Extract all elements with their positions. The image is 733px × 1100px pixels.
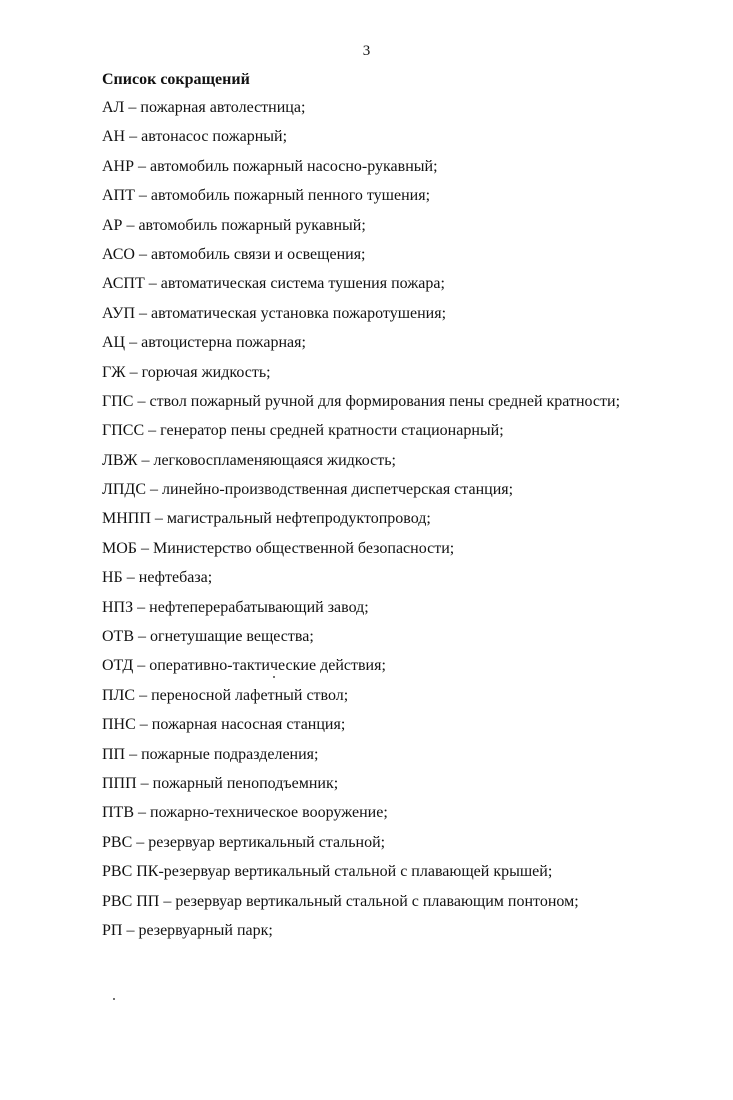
abbreviation-term: ЛВЖ (102, 451, 138, 469)
abbreviation-term: ГПСС (102, 422, 145, 440)
abbreviation-term: АЛ (102, 99, 125, 116)
abbreviation-term: ПЛС (102, 686, 136, 704)
abbreviation-term: НПЗ (102, 598, 134, 616)
page-heading: Список сокращений (102, 71, 250, 88)
abbreviation-separator: – (134, 187, 151, 205)
list-item (102, 890, 620, 919)
list-item (102, 155, 620, 184)
abbreviation-separator: – (135, 716, 152, 734)
abbreviation-definition: пожарные подразделения; (141, 745, 319, 763)
list-item (102, 625, 620, 654)
abbreviation-definition: огнетушащие вещества; (150, 628, 314, 646)
scan-speck (273, 676, 275, 678)
list-item (102, 537, 620, 566)
abbreviation-term: АН (102, 128, 126, 146)
abbreviation-definition: пожарная автолестница; (140, 99, 306, 116)
abbreviation-separator: – (136, 539, 153, 557)
abbreviation-separator: – (125, 745, 142, 763)
abbreviation-definition: автоматическая установка пожаротушения; (151, 304, 447, 322)
abbreviation-definition: генератор пены средней кратности стационарный; (160, 422, 504, 440)
abbreviation-definition: линейно-производственная диспетчерская станция; (162, 481, 514, 499)
list-item (102, 478, 620, 507)
abbreviation-separator: – (135, 304, 152, 322)
list-item (102, 801, 620, 830)
list-item (102, 184, 620, 213)
abbreviation-separator: – (134, 804, 150, 822)
list-item (102, 860, 620, 889)
list-item (102, 361, 620, 390)
list-item (102, 390, 620, 419)
abbreviation-definition: ствол пожарный ручной для формирования пены средней кратности; (149, 392, 621, 410)
abbreviation-definition: пожарно-техническое вооружение; (150, 804, 388, 822)
abbreviation-definition: автомобиль связи и освещения; (150, 245, 366, 263)
list-item (102, 654, 620, 683)
list-item (102, 919, 620, 948)
abbreviation-term: РВС (102, 833, 133, 851)
abbreviation-separator: – (132, 833, 149, 851)
abbreviation-definition: пожарный пеноподъемник; (152, 774, 339, 792)
abbreviation-term: ОТВ (102, 628, 134, 646)
abbreviation-list (102, 96, 620, 948)
abbreviation-separator: – (134, 628, 150, 646)
abbreviation-definition: автоцистерна пожарная; (141, 334, 306, 352)
abbreviation-definition: нефтебаза; (138, 569, 213, 587)
abbreviation-separator: – (125, 128, 142, 146)
abbreviation-term: АПТ (102, 187, 135, 205)
list-item (102, 272, 620, 301)
list-item (102, 214, 620, 243)
abbreviation-separator: – (133, 657, 150, 675)
abbreviation-separator: – (125, 363, 142, 381)
abbreviation-separator: - (158, 863, 164, 881)
list-item (102, 243, 620, 272)
list-item (102, 302, 620, 331)
abbreviation-separator: – (146, 481, 162, 499)
list-item (102, 566, 620, 595)
abbreviation-term: РВС ПП (102, 892, 160, 910)
abbreviation-term: ЛПДС (102, 481, 146, 499)
abbreviation-definition: автомобиль пожарный насосно-рукавный; (150, 157, 438, 175)
abbreviation-term: АЦ (102, 334, 126, 352)
abbreviation-separator: – (144, 422, 161, 440)
abbreviation-definition: переносной лафетный ствол; (151, 686, 349, 704)
abbreviation-separator: – (150, 510, 167, 528)
abbreviation-definition: легковоспламеняющаяся жидкость; (153, 451, 396, 469)
abbreviation-term: МНПП (102, 510, 151, 528)
abbreviation-separator: – (134, 245, 151, 263)
abbreviation-separator: – (159, 892, 176, 910)
list-item (102, 743, 620, 772)
list-item (102, 507, 620, 536)
abbreviation-definition: горючая жидкость; (141, 363, 271, 381)
abbreviation-term: ПП (102, 745, 126, 763)
abbreviation-term: МОБ (102, 539, 137, 557)
abbreviation-separator: – (137, 451, 154, 469)
list-item (102, 449, 620, 478)
abbreviation-definition: резервуарный парк; (138, 921, 273, 939)
abbreviation-definition: автоматическая система тушения пожара; (160, 275, 445, 293)
abbreviation-term: АУП (102, 304, 136, 322)
abbreviation-separator: – (135, 686, 152, 704)
page-number: 3 (362, 43, 371, 59)
abbreviation-definition: резервуар вертикальный стальной с плавающим понтоном; (175, 892, 579, 910)
abbreviation-term: НБ (102, 569, 123, 587)
scan-speck (113, 998, 115, 1000)
abbreviation-definition: нефтеперерабатывающий завод; (149, 598, 369, 616)
abbreviation-definition: магистральный нефтепродуктопровод; (166, 510, 431, 528)
abbreviation-term: АСО (102, 245, 135, 263)
abbreviation-definition: пожарная насосная станция; (151, 716, 346, 734)
abbreviation-separator: – (122, 569, 139, 587)
abbreviation-definition: автомобиль пожарный пенного тушения; (150, 187, 431, 205)
abbreviation-term: ПНС (102, 716, 136, 734)
abbreviation-term: АНР (102, 157, 135, 175)
abbreviation-separator: – (133, 598, 150, 616)
list-item (102, 331, 620, 360)
list-item (102, 96, 620, 125)
list-item (102, 831, 620, 860)
abbreviation-separator: – (133, 392, 150, 410)
abbreviation-term: ГПС (102, 392, 134, 410)
abbreviation-term: ОТД (102, 657, 134, 675)
abbreviation-definition: резервуар вертикальный стальной; (148, 833, 386, 851)
list-item (102, 684, 620, 713)
abbreviation-term: ПТВ (102, 804, 134, 822)
abbreviation-separator: – (134, 157, 151, 175)
abbreviation-definition: автонасос пожарный; (141, 128, 288, 146)
abbreviation-separator: – (125, 334, 142, 352)
abbreviation-separator: – (124, 99, 141, 116)
list-item (102, 772, 620, 801)
abbreviation-term: ГЖ (102, 363, 126, 381)
list-item (102, 596, 620, 625)
abbreviation-definition: резервуар вертикальный стальной с плавающей крышей; (163, 863, 553, 881)
abbreviation-separator: – (144, 275, 161, 293)
abbreviation-term: РВС ПК (102, 863, 159, 881)
abbreviation-separator: – (122, 216, 139, 234)
abbreviation-term: АСПТ (102, 275, 145, 293)
abbreviation-separator: – (122, 921, 139, 939)
abbreviation-definition: автомобиль пожарный рукавный; (138, 216, 366, 234)
list-item (102, 125, 620, 154)
abbreviation-term: ППП (102, 774, 137, 792)
abbreviation-term: АР (102, 216, 123, 234)
abbreviation-definition: Министерство общественной безопасности; (152, 539, 455, 557)
abbreviation-separator: – (136, 774, 153, 792)
abbreviation-definition: оперативно-тактические действия; (149, 657, 386, 675)
list-item (102, 419, 620, 448)
list-item (102, 713, 620, 742)
abbreviation-term: РП (102, 921, 123, 939)
